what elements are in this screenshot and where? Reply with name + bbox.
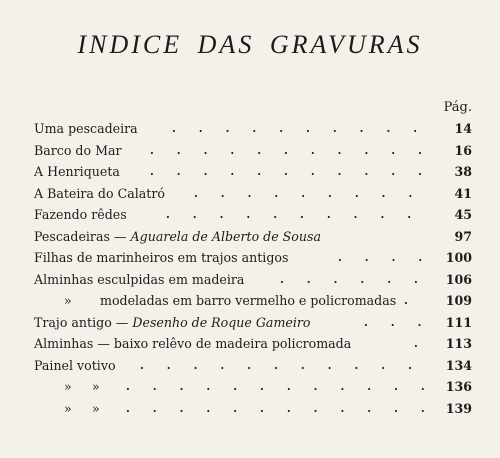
leader-dots: . . . . . . . . . [194,186,413,200]
entry-credit: Aguarela de Alberto de Sousa [130,228,321,244]
list-item [34,161,472,183]
leader-dots: . . . . . . . . . . . . [126,380,425,393]
entry-label: Trajo antigo — [34,314,129,330]
leader-dots: . . . . [338,251,423,264]
list-item [34,269,472,291]
list-item [34,312,472,334]
list-item [34,118,472,140]
list-item [34,376,472,398]
entry-credit: Desenho de Roque Gameiro [132,314,311,330]
entry-label: Barco do Mar [34,142,122,158]
page-number: 45 [454,207,472,222]
ditto-mark: » [92,400,100,416]
leader-dots: . . . [364,315,422,329]
entry-label: Uma pescadeira [34,121,138,136]
page-number: 38 [454,164,472,179]
leader-dots: . . . . . . [280,272,418,286]
page-number: 100 [445,250,472,265]
leader-dots: . [414,337,418,350]
ditto-mark: » [64,379,72,394]
page-column-header: Pág. [443,100,472,115]
list-item [34,290,472,312]
leader-dots: . . . . . . . . . . [166,208,412,221]
entry-label: A Henriqueta [34,164,120,179]
entry-label: Alminhas esculpidas em madeira [34,271,245,287]
page-number: 106 [445,271,472,287]
page-number: 139 [445,400,472,416]
entry-label: Painel votivo [34,357,116,373]
page-title: INDICE DAS GRAVURAS [77,30,423,59]
entry-label: Alminhas — baixo relêvo de madeira policromada [34,336,352,351]
page-number: 16 [454,142,472,158]
page-number: 97 [454,228,472,244]
ditto-mark: » [92,379,100,394]
entry-label: A Bateira do Calatró [34,185,165,201]
list-item [34,204,472,226]
page-number: 113 [445,336,472,351]
list-item [34,355,472,377]
page-number: 134 [445,357,472,373]
entry-label: Fazendo rêdes [34,207,127,222]
list-item [34,247,472,269]
page-number: 41 [454,185,472,201]
leader-dots: . . . . . . . . . . . [140,358,412,372]
leader-dots: . . . . . . . . . . . [150,143,422,157]
list-item [34,140,472,162]
ditto-mark: » [64,400,72,416]
leader-dots: . . . . . . . . . . . . [126,401,425,415]
table-of-illustrations [34,118,472,419]
page-number: 136 [445,379,472,394]
list-item [34,183,472,205]
list-item [34,398,472,420]
page-number: 14 [454,121,472,136]
page-number: 111 [445,314,472,330]
leader-dots: . . . . . . . . . . [172,122,418,135]
entry-label: Pescadeiras — [34,228,127,244]
list-item [34,226,472,248]
entry-label: modeladas em barro vermelho e policromadas [100,293,397,308]
leader-dots: . [404,294,408,307]
list-item [34,333,472,355]
leader-dots: . . . . . . . . . . . [150,165,422,178]
page-number: 109 [445,293,472,308]
ditto-mark: » [64,293,72,308]
entry-label: Filhas de marinheiros em trajos antigos [34,250,289,265]
